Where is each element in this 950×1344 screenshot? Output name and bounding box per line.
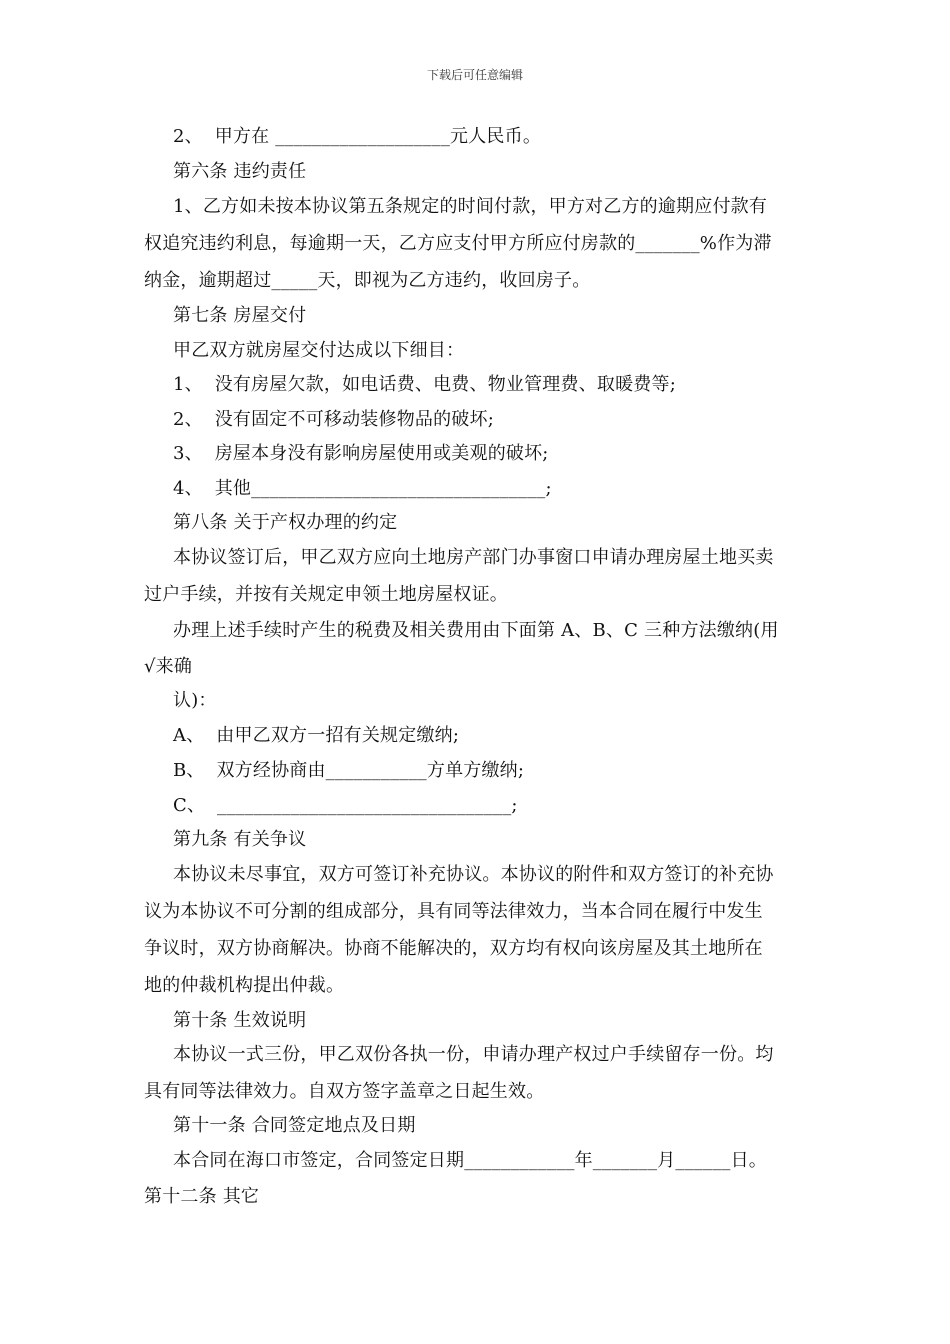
article-7-item-4: 4、 其他________________________________; xyxy=(173,478,552,499)
article-9-heading: 第九条 有关争议 xyxy=(173,829,307,850)
article-7-item-3: 3、 房屋本身没有影响房屋使用或美观的破坏; xyxy=(173,443,549,464)
article-8-para-3: 办理上述手续时产生的税费及相关费用由下面第 A、B、C 三种方法缴纳(用 xyxy=(173,620,779,641)
article-8-para-2: 过户手续，并按有关规定申领土地房屋权证。 xyxy=(144,584,508,605)
article-9-para-2: 议为本协议不可分割的组成部分，具有同等法律效力，当本合同在履行中发生 xyxy=(144,901,763,922)
article-8-heading: 第八条 关于产权办理的约定 xyxy=(173,512,398,533)
article-8-option-c: C、 ________________________________; xyxy=(173,795,518,816)
article-8-para-4: √来确 xyxy=(144,656,193,677)
article-6-para-1: 1、乙方如未按本协议第五条规定的时间付款，甲方对乙方的逾期应付款有 xyxy=(173,196,768,217)
article-9-para-4: 地的仲裁机构提出仲裁。 xyxy=(144,975,345,996)
article-11-heading: 第十一条 合同签定地点及日期 xyxy=(173,1115,416,1136)
article-7-item-1: 1、 没有房屋欠款，如电话费、电费、物业管理费、取暖费等; xyxy=(173,374,676,395)
article-11-para-1: 本合同在海口市签定，合同签定日期____________年_______月______日。 xyxy=(173,1150,767,1171)
article-10-para-2: 具有同等法律效力。自双方签字盖章之日起生效。 xyxy=(144,1081,545,1102)
article-7-heading: 第七条 房屋交付 xyxy=(173,305,307,326)
article-8-para-5: 认)： xyxy=(173,690,217,711)
article-8-option-a: A、 由甲乙双方一招有关规定缴纳; xyxy=(173,725,460,746)
page-header: 下载后可任意编辑 xyxy=(426,68,523,82)
article-8-para-1: 本协议签订后，甲乙双方应向土地房产部门办事窗口申请办理房屋土地买卖 xyxy=(173,547,774,568)
article-10-heading: 第十条 生效说明 xyxy=(173,1010,307,1031)
article-9-para-1: 本协议未尽事宜，双方可签订补充协议。本协议的附件和双方签订的补充协 xyxy=(173,864,774,885)
article-6-para-2: 权追究违约利息，每逾期一天，乙方应支付甲方所应付房款的_______%作为滞 xyxy=(144,233,772,254)
article-7-item-2: 2、 没有固定不可移动装修物品的破坏; xyxy=(173,409,494,430)
article-6-heading: 第六条 违约责任 xyxy=(173,161,307,182)
clause-5-item-2: 2、 甲方在 ___________________元人民币。 xyxy=(173,126,542,147)
article-8-option-b: B、 双方经协商由___________方单方缴纳; xyxy=(173,760,525,781)
article-6-para-3: 纳金，逾期超过_____天，即视为乙方违约，收回房子。 xyxy=(144,270,591,291)
article-9-para-3: 争议时，双方协商解决。协商不能解决的，双方均有权向该房屋及其土地所在 xyxy=(144,938,763,959)
article-12-heading: 第十二条 其它 xyxy=(144,1186,260,1207)
article-10-para-1: 本协议一式三份，甲乙双份各执一份，申请办理产权过户手续留存一份。均 xyxy=(173,1044,774,1065)
article-7-intro: 甲乙双方就房屋交付达成以下细目： xyxy=(173,340,465,361)
